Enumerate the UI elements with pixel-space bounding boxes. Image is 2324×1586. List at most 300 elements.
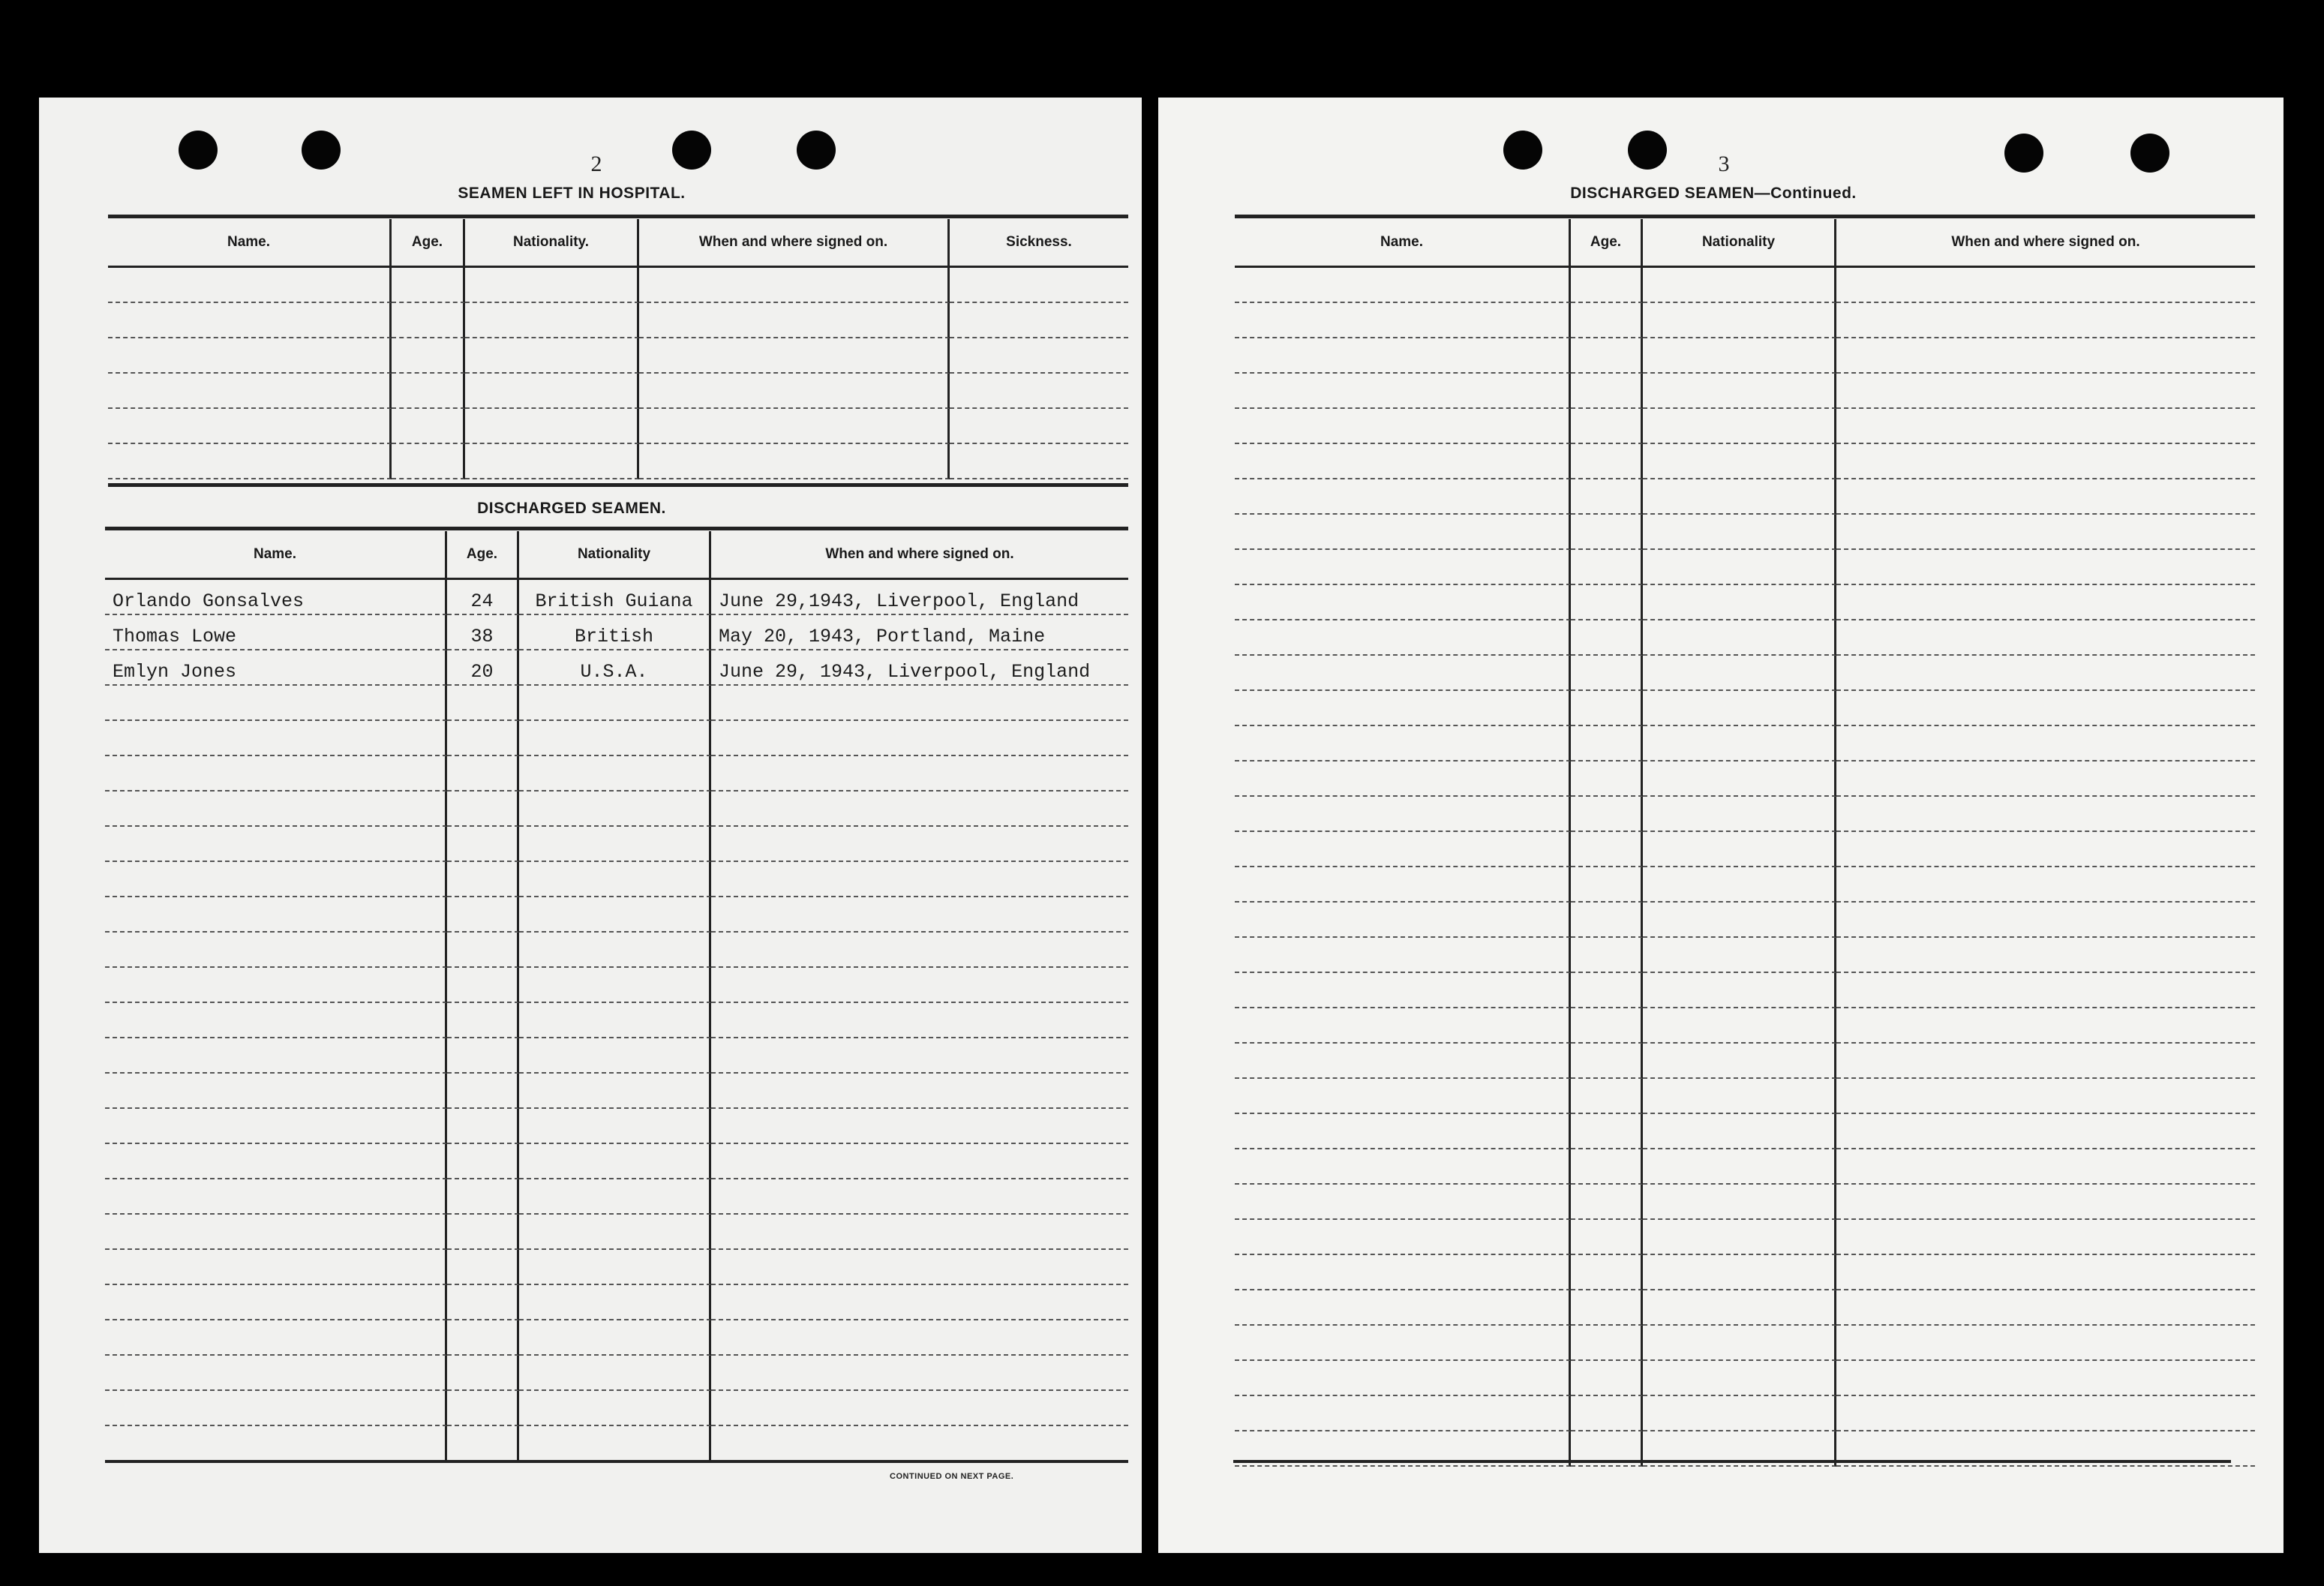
table-cell-signed-on — [1836, 832, 2255, 867]
table-cell-name — [1235, 585, 1571, 620]
table-top-rule — [105, 527, 1128, 530]
table-cell-signed-on — [711, 721, 1128, 756]
table-cell-nationality — [519, 1356, 711, 1391]
table-cell-signed-on — [1836, 1290, 2255, 1326]
table-cell-name — [1235, 973, 1571, 1008]
table-bottom-rule — [105, 1460, 1128, 1463]
table-cell-signed-on — [711, 1038, 1128, 1074]
table-cell-name — [105, 1038, 447, 1074]
table-cell-signed-on — [711, 791, 1128, 827]
table-cell-nationality — [1643, 620, 1836, 656]
table-cell-name — [1235, 656, 1571, 691]
table-cell-nationality — [519, 933, 711, 968]
table-cell-signed-on — [711, 1003, 1128, 1038]
table-cell-signed-on — [1836, 1079, 2255, 1114]
table-cell-nationality — [519, 862, 711, 897]
table-cell-name — [105, 1215, 447, 1250]
table-cell-nationality — [1643, 1079, 1836, 1114]
table-cell-name — [1235, 550, 1571, 585]
table-cell-age — [447, 686, 519, 721]
table-cell-name — [1235, 1290, 1571, 1326]
punch-hole — [797, 131, 836, 170]
table-cell-nationality — [465, 338, 639, 374]
table-cell-nationality — [519, 686, 711, 721]
table-cell-sickness — [950, 374, 1128, 409]
table-cell-signed-on — [711, 1074, 1128, 1109]
table-cell-signed-on — [711, 1215, 1128, 1250]
table-cell-name — [1235, 691, 1571, 726]
table-cell-signed-on — [1836, 1149, 2255, 1185]
column-header-signed-on: When and where signed on. — [639, 219, 950, 268]
punch-hole — [2004, 134, 2043, 173]
table-cell-age — [1571, 973, 1643, 1008]
table-cell-age — [447, 827, 519, 862]
table-cell-age — [392, 374, 465, 409]
table-cell-signed-on — [1836, 656, 2255, 691]
table-cell-nationality — [519, 1144, 711, 1179]
table-bottom-rule — [108, 483, 1128, 487]
table-cell-signed-on — [711, 1144, 1128, 1179]
table-cell-signed-on — [1836, 374, 2255, 409]
table-cell-age — [1571, 903, 1643, 938]
table-cell-nationality — [465, 444, 639, 479]
punch-hole — [1503, 131, 1542, 170]
table-cell-signed-on — [711, 1250, 1128, 1285]
table-cell-name — [1235, 1220, 1571, 1255]
table-cell-age — [1571, 691, 1643, 726]
table-cell-nationality — [519, 1215, 711, 1250]
table-cell-nationality — [1643, 973, 1836, 1008]
table-cell-nationality — [519, 1426, 711, 1461]
column-header-signed-on: When and where signed on. — [1836, 219, 2255, 268]
table-cell-age — [1571, 1255, 1643, 1290]
table-cell-nationality — [1643, 268, 1836, 303]
table-cell-signed-on — [711, 827, 1128, 862]
table-cell-age — [447, 862, 519, 897]
table-cell-signed-on — [1836, 903, 2255, 938]
table-cell-nationality — [1643, 1008, 1836, 1044]
table-cell-nationality — [519, 1003, 711, 1038]
table-cell-name — [108, 374, 392, 409]
column-header-name: Name. — [108, 219, 392, 268]
table-cell-name — [108, 268, 392, 303]
table-cell-age — [1571, 1114, 1643, 1149]
table-cell-sickness — [950, 409, 1128, 444]
table-cell-age — [447, 721, 519, 756]
table-cell-nationality — [1643, 515, 1836, 550]
table-cell-nationality — [1643, 1361, 1836, 1396]
table-cell-signed-on — [711, 897, 1128, 933]
punch-hole — [672, 131, 711, 170]
table-cell-name — [1235, 620, 1571, 656]
hospital-section-title: SEAMEN LEFT IN HOSPITAL. — [458, 185, 686, 202]
table-cell-signed-on — [711, 1391, 1128, 1426]
table-cell-age — [392, 444, 465, 479]
table-cell-signed-on — [711, 756, 1128, 791]
table-cell-name — [1235, 1114, 1571, 1149]
table-cell-age — [447, 1285, 519, 1320]
table-cell-name — [1235, 515, 1571, 550]
page-number: 3 — [1718, 152, 1730, 176]
table-cell-signed-on: June 29, 1943, Liverpool, England — [711, 650, 1128, 686]
table-cell-signed-on — [711, 1356, 1128, 1391]
table-cell-signed-on — [711, 1109, 1128, 1144]
table-cell-age: 20 — [447, 650, 519, 686]
column-header-signed-on: When and where signed on. — [711, 531, 1128, 580]
column-header-age: Age. — [1571, 219, 1643, 268]
table-cell-nationality — [519, 968, 711, 1003]
punch-hole — [1628, 131, 1667, 170]
table-cell-nationality: British — [519, 615, 711, 650]
table-cell-name — [1235, 832, 1571, 867]
table-cell-signed-on — [639, 338, 950, 374]
table-cell-name — [1235, 338, 1571, 374]
table-cell-age — [447, 897, 519, 933]
table-cell-age — [447, 933, 519, 968]
table-cell-name — [105, 827, 447, 862]
table-cell-nationality — [1643, 938, 1836, 973]
table-cell-name — [105, 1320, 447, 1356]
table-cell-age — [1571, 374, 1643, 409]
table-cell-name — [105, 1285, 447, 1320]
discharged-section-title: DISCHARGED SEAMEN. — [477, 500, 666, 517]
table-cell-name — [1235, 444, 1571, 479]
table-cell-age — [447, 791, 519, 827]
table-cell-age — [1571, 515, 1643, 550]
table-cell-nationality — [1643, 1185, 1836, 1220]
table-cell-sickness — [950, 444, 1128, 479]
table-cell-nationality — [519, 1285, 711, 1320]
table-cell-name — [1235, 797, 1571, 832]
table-cell-signed-on — [1836, 1114, 2255, 1149]
table-top-rule — [108, 215, 1128, 218]
table-cell-age — [1571, 620, 1643, 656]
right-page — [1158, 98, 2283, 1553]
table-cell-age — [1571, 444, 1643, 479]
table-cell-age — [1571, 1185, 1643, 1220]
column-header-nationality: Nationality — [519, 531, 711, 580]
table-cell-name — [105, 933, 447, 968]
table-cell-signed-on — [1836, 1008, 2255, 1044]
table-cell-nationality: British Guiana — [519, 580, 711, 615]
table-cell-age — [1571, 479, 1643, 515]
table-cell-signed-on — [1836, 726, 2255, 761]
table-cell-nationality — [1643, 761, 1836, 797]
table-cell-nationality — [519, 1038, 711, 1074]
table-cell-nationality — [519, 1074, 711, 1109]
table-cell-nationality — [1643, 1255, 1836, 1290]
table-cell-name — [105, 1391, 447, 1426]
table-cell-signed-on — [1836, 1185, 2255, 1220]
table-cell-name — [108, 444, 392, 479]
table-cell-name — [1235, 867, 1571, 903]
table-cell-nationality — [1643, 656, 1836, 691]
table-cell-nationality — [519, 1179, 711, 1215]
table-cell-age — [447, 1109, 519, 1144]
table-cell-signed-on — [1836, 938, 2255, 973]
table-cell-age — [1571, 656, 1643, 691]
table-cell-nationality — [519, 827, 711, 862]
table-cell-age — [1571, 1326, 1643, 1361]
table-cell-nationality — [1643, 444, 1836, 479]
table-cell-signed-on: June 29,1943, Liverpool, England — [711, 580, 1128, 615]
table-cell-age — [447, 1038, 519, 1074]
punch-hole — [179, 131, 218, 170]
table-cell-signed-on — [1836, 444, 2255, 479]
column-header-name: Name. — [1235, 219, 1571, 268]
table-cell-name — [1235, 1396, 1571, 1431]
table-cell-age — [1571, 1290, 1643, 1326]
table-cell-signed-on — [711, 1285, 1128, 1320]
table-cell-signed-on — [639, 268, 950, 303]
table-cell-signed-on — [639, 374, 950, 409]
table-cell-signed-on — [639, 409, 950, 444]
table-cell-name — [105, 1426, 447, 1461]
table-cell-age — [1571, 1220, 1643, 1255]
table-cell-nationality — [519, 1391, 711, 1426]
table-cell-nationality — [1643, 1220, 1836, 1255]
table-cell-nationality — [1643, 832, 1836, 867]
table-cell-name — [1235, 726, 1571, 761]
table-cell-nationality — [465, 268, 639, 303]
table-cell-name — [105, 1179, 447, 1215]
table-cell-nationality — [519, 721, 711, 756]
table-cell-age — [447, 1356, 519, 1391]
column-header-nationality: Nationality — [1643, 219, 1836, 268]
table-cell-signed-on — [1836, 620, 2255, 656]
table-cell-nationality — [1643, 303, 1836, 338]
table-cell-nationality: U.S.A. — [519, 650, 711, 686]
table-cell-signed-on — [1836, 867, 2255, 903]
left-page — [39, 98, 1142, 1553]
table-cell-name — [105, 1109, 447, 1144]
table-cell-nationality — [519, 1250, 711, 1285]
table-cell-name — [108, 303, 392, 338]
table-cell-age — [447, 968, 519, 1003]
table-cell-signed-on — [1836, 973, 2255, 1008]
table-cell-nationality — [1643, 409, 1836, 444]
table-cell-signed-on — [1836, 1361, 2255, 1396]
table-cell-name — [1235, 1326, 1571, 1361]
table-cell-name — [1235, 479, 1571, 515]
table-cell-signed-on — [639, 444, 950, 479]
table-cell-nationality — [519, 756, 711, 791]
discharged-continued-table — [1235, 219, 2255, 1467]
page-number: 2 — [590, 152, 602, 176]
table-cell-nationality — [1643, 1149, 1836, 1185]
table-cell-name — [105, 968, 447, 1003]
table-cell-name: Thomas Lowe — [105, 615, 447, 650]
discharged-table — [105, 531, 1128, 1461]
table-cell-signed-on — [1836, 268, 2255, 303]
table-cell-nationality — [1643, 1114, 1836, 1149]
table-cell-signed-on — [639, 303, 950, 338]
table-cell-sickness — [950, 338, 1128, 374]
table-cell-name — [105, 721, 447, 756]
table-cell-age — [1571, 338, 1643, 374]
table-cell-nationality — [1643, 585, 1836, 620]
column-header-sickness: Sickness. — [950, 219, 1128, 268]
table-cell-name — [105, 897, 447, 933]
table-cell-signed-on — [711, 1320, 1128, 1356]
table-cell-name — [105, 1074, 447, 1109]
table-cell-name: Emlyn Jones — [105, 650, 447, 686]
table-cell-nationality — [1643, 550, 1836, 585]
table-cell-nationality — [465, 374, 639, 409]
table-cell-nationality — [1643, 1396, 1836, 1431]
table-cell-signed-on — [1836, 550, 2255, 585]
table-cell-signed-on — [711, 1179, 1128, 1215]
table-cell-name — [105, 862, 447, 897]
table-cell-nationality — [1643, 1044, 1836, 1079]
table-cell-sickness — [950, 268, 1128, 303]
table-cell-age — [447, 1426, 519, 1461]
table-cell-nationality — [1643, 691, 1836, 726]
table-cell-signed-on: May 20, 1943, Portland, Maine — [711, 615, 1128, 650]
table-cell-nationality — [465, 409, 639, 444]
table-cell-signed-on — [1836, 585, 2255, 620]
table-cell-name — [108, 338, 392, 374]
table-cell-age — [447, 1144, 519, 1179]
table-cell-age — [447, 1391, 519, 1426]
table-cell-nationality — [465, 303, 639, 338]
table-cell-age — [1571, 1396, 1643, 1431]
table-cell-nationality — [1643, 374, 1836, 409]
table-cell-age — [447, 1320, 519, 1356]
table-cell-name — [1235, 1185, 1571, 1220]
table-cell-signed-on — [1836, 1220, 2255, 1255]
table-cell-signed-on — [1836, 797, 2255, 832]
table-cell-age — [392, 268, 465, 303]
table-cell-name — [105, 686, 447, 721]
table-cell-nationality — [1643, 797, 1836, 832]
table-cell-name: Orlando Gonsalves — [105, 580, 447, 615]
table-cell-signed-on — [1836, 303, 2255, 338]
table-cell-age — [392, 338, 465, 374]
table-cell-nationality — [1643, 1290, 1836, 1326]
table-cell-nationality — [519, 1109, 711, 1144]
table-cell-signed-on — [711, 862, 1128, 897]
table-cell-age — [447, 1179, 519, 1215]
table-cell-signed-on — [1836, 479, 2255, 515]
table-cell-name — [1235, 1255, 1571, 1290]
table-cell-signed-on — [1836, 515, 2255, 550]
table-cell-sickness — [950, 303, 1128, 338]
table-cell-age — [1571, 832, 1643, 867]
table-cell-signed-on — [1836, 1255, 2255, 1290]
table-cell-name — [1235, 761, 1571, 797]
punch-hole — [302, 131, 341, 170]
table-cell-signed-on — [1836, 1044, 2255, 1079]
table-cell-age — [1571, 1044, 1643, 1079]
table-cell-age — [447, 756, 519, 791]
table-cell-name — [1235, 303, 1571, 338]
table-cell-age — [1571, 1008, 1643, 1044]
column-header-name: Name. — [105, 531, 447, 580]
table-bottom-rule — [1233, 1460, 2231, 1463]
table-cell-nationality — [519, 791, 711, 827]
table-cell-signed-on — [711, 1426, 1128, 1461]
column-header-age: Age. — [447, 531, 519, 580]
table-cell-age — [1571, 797, 1643, 832]
table-cell-signed-on — [1836, 691, 2255, 726]
table-cell-age — [1571, 1361, 1643, 1396]
table-cell-name — [105, 1003, 447, 1038]
table-cell-age — [1571, 1079, 1643, 1114]
table-cell-name — [1235, 1079, 1571, 1114]
table-cell-age — [1571, 1149, 1643, 1185]
table-cell-age — [1571, 268, 1643, 303]
table-cell-nationality — [519, 1320, 711, 1356]
table-cell-name — [1235, 938, 1571, 973]
table-cell-name — [1235, 903, 1571, 938]
table-cell-age — [1571, 867, 1643, 903]
table-top-rule — [1235, 215, 2255, 218]
table-cell-age: 38 — [447, 615, 519, 650]
column-header-nationality: Nationality. — [465, 219, 639, 268]
table-cell-signed-on — [711, 933, 1128, 968]
table-cell-signed-on — [711, 968, 1128, 1003]
table-cell-nationality — [519, 897, 711, 933]
table-cell-name — [1235, 374, 1571, 409]
column-header-age: Age. — [392, 219, 465, 268]
table-cell-name — [105, 1144, 447, 1179]
table-cell-nationality — [1643, 903, 1836, 938]
continued-note: CONTINUED ON NEXT PAGE. — [890, 1472, 1014, 1481]
punch-hole — [2130, 134, 2169, 173]
discharged-continued-title: DISCHARGED SEAMEN—Continued. — [1570, 185, 1857, 202]
table-cell-name — [105, 756, 447, 791]
table-cell-age — [447, 1074, 519, 1109]
hospital-table — [108, 219, 1128, 479]
table-cell-signed-on — [1836, 761, 2255, 797]
table-cell-name — [105, 1250, 447, 1285]
table-cell-age — [1571, 409, 1643, 444]
table-cell-name — [105, 1356, 447, 1391]
table-cell-signed-on — [1836, 409, 2255, 444]
table-cell-nationality — [1643, 867, 1836, 903]
table-cell-age — [1571, 585, 1643, 620]
table-cell-age — [447, 1215, 519, 1250]
table-cell-name — [1235, 1044, 1571, 1079]
table-cell-age — [1571, 761, 1643, 797]
table-cell-age — [1571, 303, 1643, 338]
table-cell-nationality — [1643, 338, 1836, 374]
table-cell-age — [1571, 938, 1643, 973]
table-cell-signed-on — [711, 686, 1128, 721]
table-cell-age: 24 — [447, 580, 519, 615]
table-cell-age — [392, 303, 465, 338]
table-cell-age — [1571, 550, 1643, 585]
table-cell-age — [447, 1250, 519, 1285]
table-cell-signed-on — [1836, 1396, 2255, 1431]
table-cell-age — [447, 1003, 519, 1038]
table-cell-name — [105, 791, 447, 827]
table-cell-signed-on — [1836, 338, 2255, 374]
table-cell-age — [392, 409, 465, 444]
table-cell-name — [108, 409, 392, 444]
table-cell-name — [1235, 1361, 1571, 1396]
table-cell-name — [1235, 1149, 1571, 1185]
table-cell-nationality — [1643, 479, 1836, 515]
table-cell-signed-on — [1836, 1326, 2255, 1361]
table-cell-age — [1571, 726, 1643, 761]
table-cell-name — [1235, 409, 1571, 444]
table-cell-nationality — [1643, 726, 1836, 761]
table-cell-nationality — [1643, 1326, 1836, 1361]
table-cell-name — [1235, 268, 1571, 303]
table-cell-name — [1235, 1008, 1571, 1044]
